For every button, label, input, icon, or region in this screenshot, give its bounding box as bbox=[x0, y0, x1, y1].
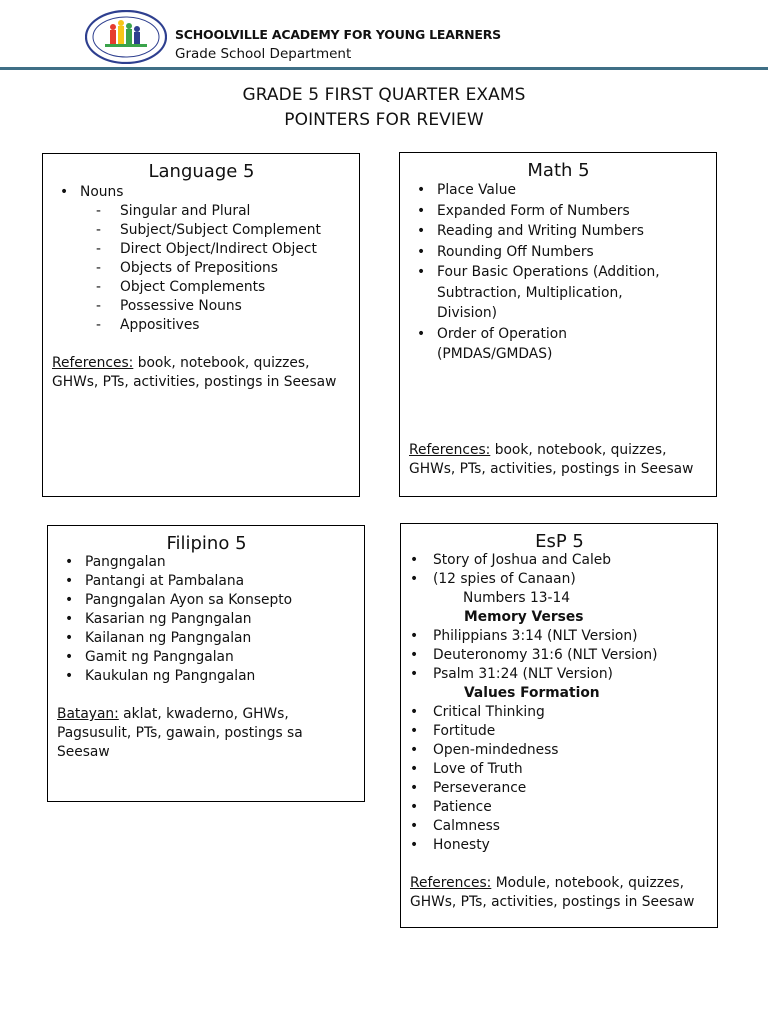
math-references: References: book, notebook, quizzes, GHWs, PTs, activities, postings in Seesaw bbox=[409, 441, 694, 477]
list-item: • Rounding Off Numbers bbox=[409, 242, 708, 263]
list-item: • Fortitude bbox=[402, 722, 709, 741]
list-subitem: - Singular and Plural bbox=[52, 202, 351, 221]
math-box bbox=[399, 152, 717, 497]
values-formation-heading: Values Formation bbox=[464, 685, 600, 701]
filipino-heading: Filipino 5 bbox=[166, 533, 247, 554]
filipino-content bbox=[57, 553, 356, 762]
school-logo bbox=[85, 10, 167, 64]
list-item: • Deuteronomy 31:6 (NLT Version) bbox=[402, 646, 709, 665]
esp-references: References: Module, notebook, quizzes, GHWs, PTs, activities, postings in Seesaw bbox=[410, 875, 695, 910]
doc-title-line2: POINTERS FOR REVIEW bbox=[284, 110, 484, 130]
list-subitem: - Subject/Subject Complement bbox=[52, 221, 351, 240]
department-name: Grade School Department bbox=[175, 46, 352, 62]
numbers-text: Numbers 13-14 bbox=[463, 590, 571, 606]
memory-verses-heading: Memory Verses bbox=[464, 609, 584, 625]
language-heading: Language 5 bbox=[148, 161, 255, 182]
list-item: • Critical Thinking bbox=[402, 703, 709, 722]
language-box bbox=[42, 153, 360, 497]
list-subitem: - Direct Object/Indirect Object bbox=[52, 240, 351, 259]
esp-box bbox=[400, 523, 718, 928]
list-item: • Pangngalan bbox=[57, 553, 356, 572]
list-item: • Gamit ng Pangngalan bbox=[57, 648, 356, 667]
list-item: • Pantangi at Pambalana bbox=[57, 572, 356, 591]
list-item: • Patience bbox=[402, 798, 709, 817]
header-rule bbox=[0, 67, 768, 70]
list-item: • Reading and Writing Numbers bbox=[409, 221, 708, 242]
filipino-box bbox=[47, 525, 365, 802]
doc-title-line1: GRADE 5 FIRST QUARTER EXAMS bbox=[242, 85, 526, 105]
list-item: • Calmness bbox=[402, 817, 709, 836]
list-subitem: - Appositives bbox=[52, 316, 351, 335]
list-subitem: - Objects of Prepositions bbox=[52, 259, 351, 278]
list-item: • Kasarian ng Pangngalan bbox=[57, 610, 356, 629]
math-content bbox=[409, 180, 708, 479]
list-item: • Love of Truth bbox=[402, 760, 709, 779]
filipino-references: Batayan: aklat, kwaderno, GHWs, Pagsusulit, PTs, gawain, postings sa Seesaw bbox=[57, 706, 303, 760]
list-item: • Psalm 31:24 (NLT Version) bbox=[402, 665, 709, 684]
list-item: • Four Basic Operations (Addition, Subtraction, Multiplication, Division) bbox=[409, 262, 708, 324]
school-name: SCHOOLVILLE ACADEMY FOR YOUNG LEARNERS bbox=[175, 27, 501, 42]
language-content bbox=[52, 183, 351, 392]
page-header bbox=[0, 0, 768, 74]
esp-heading: EsP 5 bbox=[535, 531, 584, 552]
list-subitem: - Object Complements bbox=[52, 278, 351, 297]
list-item: • (12 spies of Canaan) bbox=[402, 570, 709, 589]
list-item: • Kailanan ng Pangngalan bbox=[57, 629, 356, 648]
list-item: • Open-mindedness bbox=[402, 741, 709, 760]
esp-content bbox=[410, 551, 709, 912]
list-item: • Pangngalan Ayon sa Konsepto bbox=[57, 591, 356, 610]
list-item: • Kaukulan ng Pangngalan bbox=[57, 667, 356, 686]
list-item: • Perseverance bbox=[402, 779, 709, 798]
list-item: • Expanded Form of Numbers bbox=[409, 201, 708, 222]
list-subitem: - Possessive Nouns bbox=[52, 297, 351, 316]
list-item: • Place Value bbox=[409, 180, 708, 201]
math-heading: Math 5 bbox=[527, 160, 590, 181]
list-item: • Nouns bbox=[52, 183, 351, 202]
list-item: • Order of Operation (PMDAS/GMDAS) bbox=[409, 324, 708, 365]
list-item: • Honesty bbox=[402, 836, 709, 855]
language-references: References: book, notebook, quizzes, GHWs, PTs, activities, postings in Seesaw bbox=[52, 355, 337, 390]
list-item: • Philippians 3:14 (NLT Version) bbox=[402, 627, 709, 646]
list-item: • Story of Joshua and Caleb bbox=[402, 551, 709, 570]
